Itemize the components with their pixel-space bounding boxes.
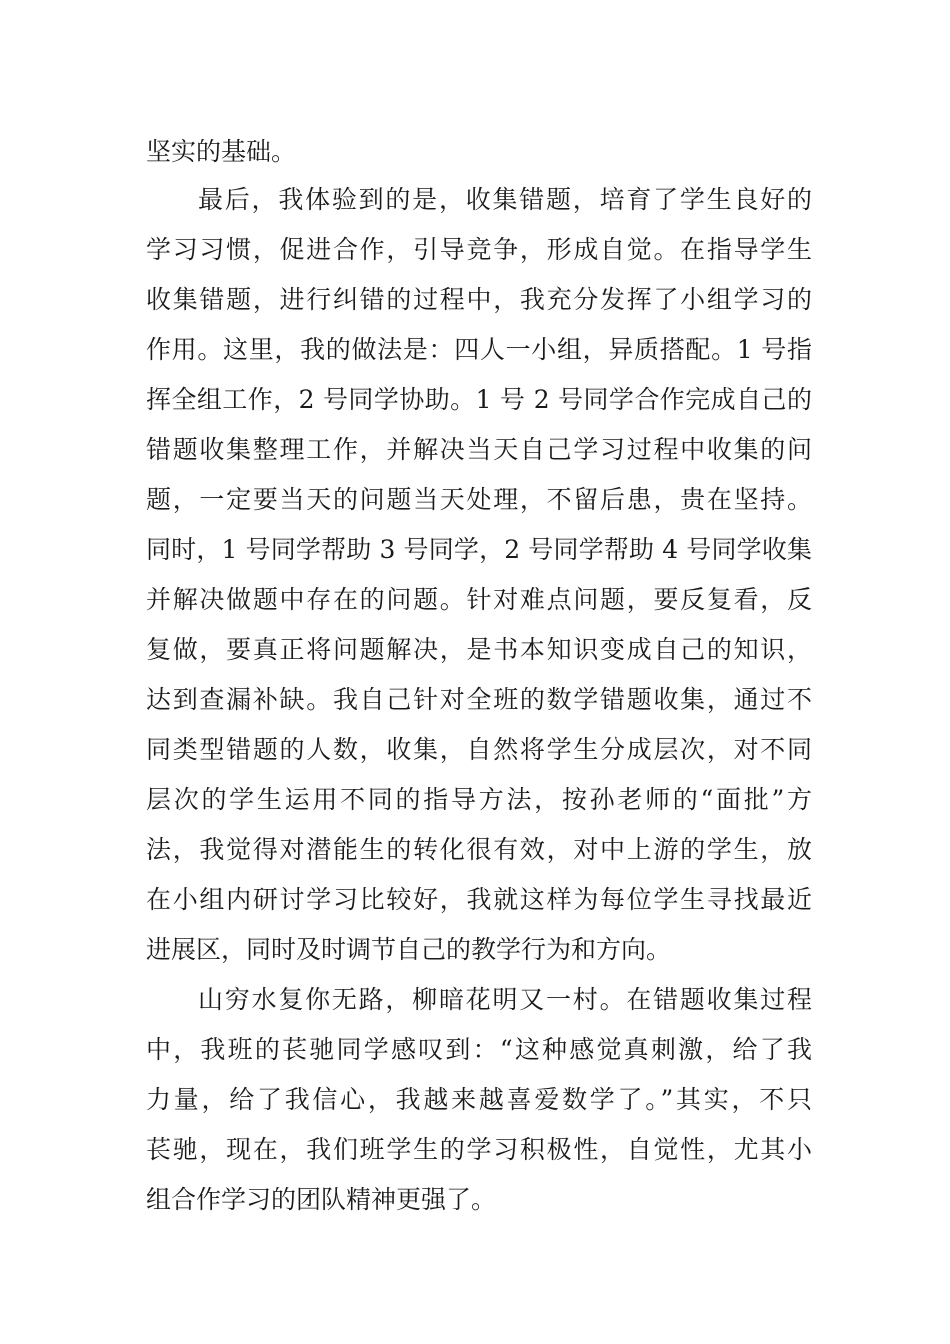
text-line: 同时，1 号同学帮助 3 号同学，2 号同学帮助 4 号同学收集	[146, 535, 812, 564]
text-line: 挥全组工作，2 号同学协助。1 号 2 号同学合作完成自己的	[146, 385, 812, 414]
text-line: 同类型错题的人数，收集，自然将学生分成层次，对不同	[146, 735, 812, 764]
text-line: 题，一定要当天的问题当天处理，不留后患，贵在坚持。	[146, 485, 812, 514]
text-line: 在小组内研讨学习比较好，我就这样为每位学生寻找最近	[146, 885, 812, 914]
text-line: 组合作学习的团队精神更强了。	[146, 1185, 497, 1214]
text-line: 层次的学生运用不同的指导方法，按孙老师的“面批”方	[146, 785, 812, 814]
text-line: 并解决做题中存在的问题。针对难点问题，要反复看，反	[146, 585, 812, 614]
text-line: 力量，给了我信心，我越来越喜爱数学了。”其实，不只	[146, 1085, 812, 1114]
text-line: 法，我觉得对潜能生的转化很有效，对中上游的学生，放	[146, 835, 812, 864]
text-line: 进展区，同时及时调节自己的教学行为和方向。	[146, 935, 672, 964]
paragraph-first-line: 最后，我体验到的是，收集错题，培育了学生良好的	[198, 185, 812, 214]
text-line: 苌驰，现在，我们班学生的学习积极性，自觉性，尤其小	[146, 1135, 812, 1164]
text-line: 作用。这里，我的做法是：四人一小组，异质搭配。1 号指	[146, 335, 812, 364]
text-line: 错题收集整理工作，并解决当天自己学习过程中收集的问	[146, 435, 812, 464]
paragraph-first-line: 山穷水复你无路，柳暗花明又一村。在错题收集过程	[198, 985, 812, 1014]
text-line: 收集错题，进行纠错的过程中，我充分发挥了小组学习的	[146, 285, 812, 314]
text-line: 达到查漏补缺。我自己针对全班的数学错题收集，通过不	[146, 685, 812, 714]
text-line: 学习习惯，促进合作，引导竞争，形成自觉。在指导学生	[146, 235, 812, 264]
text-line: 中，我班的苌驰同学感叹到：“这种感觉真刺激，给了我	[146, 1035, 812, 1064]
text-line: 坚实的基础。	[146, 137, 297, 166]
text-line: 复做，要真正将问题解决，是书本知识变成自己的知识，	[146, 635, 812, 664]
